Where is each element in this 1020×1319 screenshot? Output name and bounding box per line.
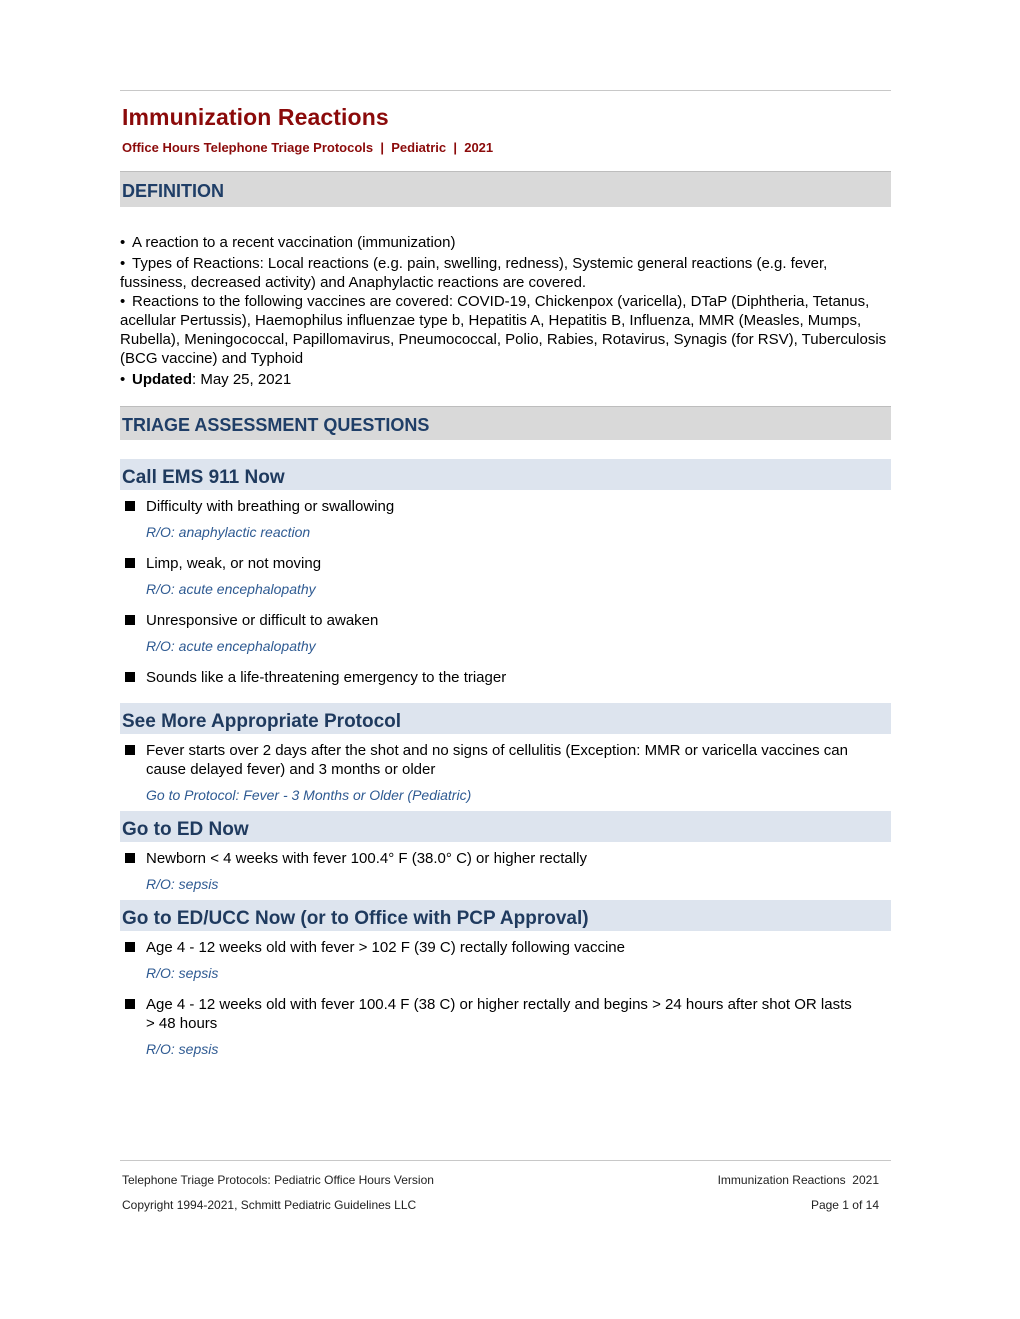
top-rule [120, 90, 891, 91]
group-title: Go to ED/UCC Now (or to Office with PCP Approval) [122, 908, 589, 929]
question-text: Age 4 - 12 weeks old with fever > 102 F (39 C) rectally following vaccine [146, 939, 625, 956]
group-title: Call EMS 911 Now [122, 467, 285, 488]
definition-item-text: Types of Reactions: Local reactions (e.g. pain, swelling, redness), Systemic general reactions (e.g. fever, fussiness, decreased activity) and Anaphylactic reactions are covered. [120, 255, 828, 291]
footer-row [120, 1198, 891, 1212]
bullet-icon: • [120, 371, 126, 388]
document-page [120, 90, 891, 1058]
question-text: Sounds like a life-threatening emergency to the triager [146, 669, 507, 686]
definition-item-text: A reaction to a recent vaccination (immunization) [132, 234, 456, 251]
definition-heading-text: DEFINITION [122, 181, 224, 201]
square-bullet-icon [125, 853, 135, 863]
group-title: Go to ED Now [122, 819, 249, 840]
page-footer [120, 1160, 891, 1212]
rule-out-note: R/O: anaphylactic reaction [146, 524, 311, 540]
page-title: Immunization Reactions [122, 104, 389, 130]
square-bullet-icon [125, 672, 135, 682]
question-item [120, 611, 891, 630]
rule-out-note: R/O: sepsis [146, 965, 219, 981]
question-text: Unresponsive or difficult to awaken [146, 612, 379, 629]
definition-item-updated [120, 370, 891, 389]
question-item [120, 938, 891, 957]
question-text: Age 4 - 12 weeks old with fever 100.4 F (38 C) or higher rectally and begins > 24 hours after shot OR lasts > 48 hours [146, 996, 852, 1032]
rule-out-note: R/O: acute encephalopathy [146, 581, 316, 597]
rule-out-note: R/O: sepsis [146, 876, 219, 892]
group-go-to-ed [120, 811, 891, 842]
updated-value: : May 25, 2021 [192, 371, 292, 388]
footer-left-1: Telephone Triage Protocols: Pediatric Office Hours Version [122, 1173, 434, 1187]
definition-item [120, 254, 891, 292]
page-subtitle: Office Hours Telephone Triage Protocols | Pediatric | 2021 [122, 140, 494, 155]
rule-out-note: R/O: sepsis [146, 1041, 219, 1057]
footer-row [120, 1173, 891, 1187]
question-item [120, 741, 891, 779]
square-bullet-icon [125, 501, 135, 511]
bullet-icon: • [120, 234, 126, 251]
square-bullet-icon [125, 999, 135, 1009]
question-text: Limp, weak, or not moving [146, 555, 322, 572]
group-go-to-ed-ucc [120, 900, 891, 931]
footer-right-1: Immunization Reactions 2021 [717, 1173, 879, 1187]
group-title: See More Appropriate Protocol [122, 711, 402, 732]
definition-item-text: Reactions to the following vaccines are covered: COVID-19, Chickenpox (varicella), DTaP (Diphtheria, Tetanus, acellular Pertussis), Haemophilus influenzae type b, Hepatitis A, Hepatitis B, Influenza, MMR (Measles, Mumps, Rubella), Meningococcal, Papillomavirus, Pneumococcal, Polio, Rabies, Rotavirus, Synagis (for RSV), Tuberculosis (BCG vaccine) and Typhoid [120, 293, 887, 367]
question-item [120, 849, 891, 868]
triage-heading-text: TRIAGE ASSESSMENT QUESTIONS [122, 415, 430, 435]
group-see-protocol [120, 703, 891, 734]
square-bullet-icon [125, 615, 135, 625]
footer-left-2: Copyright 1994-2021, Schmitt Pediatric Guidelines LLC [122, 1198, 417, 1212]
triage-heading [120, 406, 891, 440]
definition-item [120, 233, 891, 252]
question-item [120, 497, 891, 516]
group-call-ems [120, 459, 891, 490]
definition-heading [120, 171, 891, 207]
protocol-link[interactable]: Go to Protocol: Fever - 3 Months or Older (Pediatric) [146, 787, 472, 803]
question-text: Newborn < 4 weeks with fever 100.4° F (38.0° C) or higher rectally [146, 850, 587, 867]
question-item [120, 668, 891, 687]
square-bullet-icon [125, 745, 135, 755]
footer-right-2: Page 1 of 14 [810, 1198, 879, 1212]
square-bullet-icon [125, 942, 135, 952]
definition-item [120, 292, 891, 368]
question-text: Fever starts over 2 days after the shot and no signs of cellulitis (Exception: MMR or varicella vaccines can cause delayed fever) and 3 months or older [146, 742, 848, 778]
question-item [120, 995, 891, 1033]
square-bullet-icon [125, 558, 135, 568]
rule-out-note: R/O: acute encephalopathy [146, 638, 316, 654]
definition-list [120, 233, 891, 389]
updated-label: Updated [132, 371, 192, 388]
question-item [120, 554, 891, 573]
bullet-icon: • [120, 293, 126, 310]
bullet-icon: • [120, 255, 126, 272]
question-text: Difficulty with breathing or swallowing [146, 498, 395, 515]
